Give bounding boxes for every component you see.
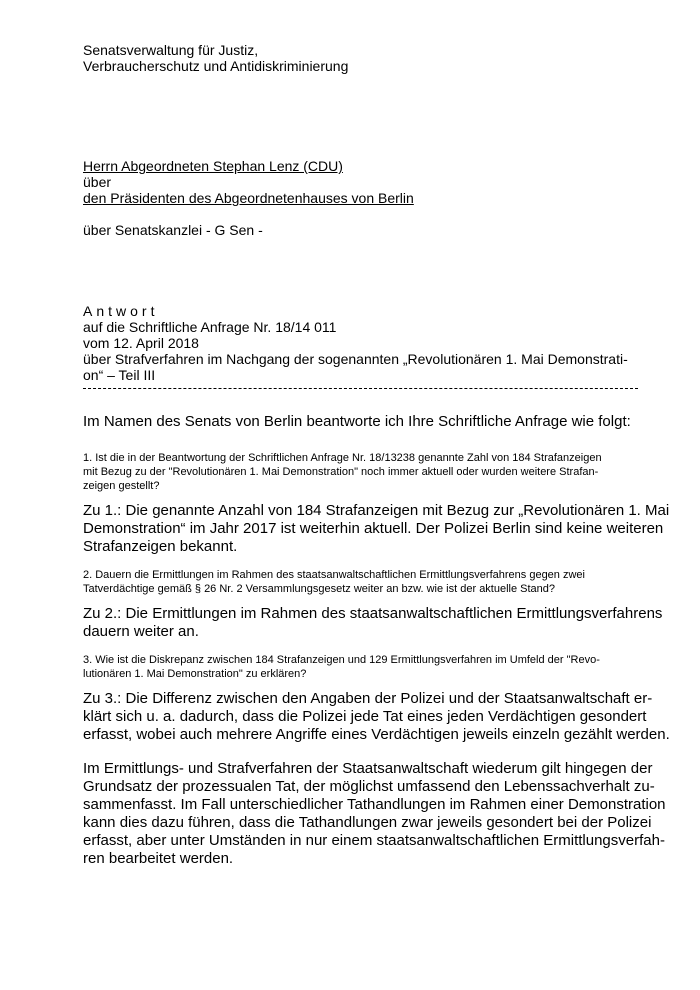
answer-3-continued-line: erfasst, aber unter Umständen in nur einem staatsanwaltschaftlichen Ermittlungsverfah- (83, 832, 665, 849)
addressee-name: Herrn Abgeordneten Stephan Lenz (CDU) (83, 158, 343, 174)
question-2-line: Tatverdächtige gemäß § 26 Nr. 2 Versammlungsgesetz weiter an bzw. wie ist der aktuelle Stand? (83, 583, 556, 595)
addressee-via: über (83, 174, 112, 190)
question-3-line: lutionären 1. Mai Demonstration" zu erklären? (83, 668, 307, 680)
answer-1-line: Zu 1.: Die genannte Anzahl von 184 Strafanzeigen mit Bezug zur „Revolutionären 1. Mai (83, 502, 670, 519)
inquiry-number: auf die Schriftliche Anfrage Nr. 18/14 011 (83, 319, 337, 335)
question-1-line: zeigen gestellt? (83, 480, 160, 492)
question-1-line: 1. Ist die in der Beantwortung der Schriftlichen Anfrage Nr. 18/13238 genannte Zahl von 184 Strafanzeigen (83, 452, 602, 464)
answer-3-continued-line: ren bearbeitet werden. (83, 850, 234, 867)
intro-text: Im Namen des Senats von Berlin beantworte ich Ihre Schriftliche Anfrage wie folgt: (83, 413, 631, 430)
question-2-line: 2. Dauern die Ermittlungen im Rahmen des staatsanwaltschaftlichen Ermittlungsverfahrens gegen zwei (83, 569, 585, 581)
inquiry-subject-2: on“ – Teil III (83, 367, 156, 383)
inquiry-date: vom 12. April 2018 (83, 335, 199, 351)
question-1-line: mit Bezug zu der "Revolutionären 1. Mai Demonstration" noch immer aktuell oder wurden weitere Strafan- (83, 466, 599, 478)
sender-line-1: Senatsverwaltung für Justiz, (83, 42, 259, 58)
addressee-president: den Präsidenten des Abgeordnetenhauses von Berlin (83, 190, 414, 206)
answer-3-line: erfasst, wobei auch mehrere Angriffe eines Verdächtigen jeweils einzeln gezählt werden. (83, 726, 670, 743)
answer-3-continued-line: kann dies dazu führen, dass die Tathandlungen zwar jeweils gesondert bei der Polizei (83, 814, 652, 831)
answer-3-line: Zu 3.: Die Differenz zwischen den Angaben der Polizei und der Staatsanwaltschaft er- (83, 690, 653, 707)
answer-2-line: Zu 2.: Die Ermittlungen im Rahmen des staatsanwaltschaftlichen Ermittlungsverfahrens (83, 605, 663, 622)
answer-3-continued-line: Im Ermittlungs- und Strafverfahren der Staatsanwaltschaft wiederum gilt hingegen der (83, 760, 653, 777)
answer-3-continued-line: Grundsatz der prozessualen Tat, der möglichst umfassend den Lebenssachverhalt zu- (83, 778, 655, 795)
question-3-line: 3. Wie ist die Diskrepanz zwischen 184 Strafanzeigen und 129 Ermittlungsverfahren im Umfeld der "Revo- (83, 654, 600, 666)
answer-2-line: dauern weiter an. (83, 623, 199, 640)
answer-1-line: Strafanzeigen bekannt. (83, 538, 238, 555)
separator-line (83, 388, 638, 389)
sender-line-2: Verbraucherschutz und Antidiskriminierung (83, 58, 349, 74)
inquiry-subject-1: über Strafverfahren im Nachgang der sogenannten „Revolutionären 1. Mai Demonstrati- (83, 351, 628, 367)
answer-3-continued-line: sammenfasst. Im Fall unterschiedlicher Tathandlungen im Rahmen einer Demonstration (83, 796, 666, 813)
answer-1-line: Demonstration“ im Jahr 2017 ist weiterhin aktuell. Der Polizei Berlin sind keine weiteren (83, 520, 664, 537)
answer-3-line: klärt sich u. a. dadurch, dass die Polizei jede Tat eines jeden Verdächtigen gesondert (83, 708, 647, 725)
answer-title: Antwort (83, 303, 159, 319)
addressee-chancellery: über Senatskanzlei - G Sen - (83, 222, 263, 238)
